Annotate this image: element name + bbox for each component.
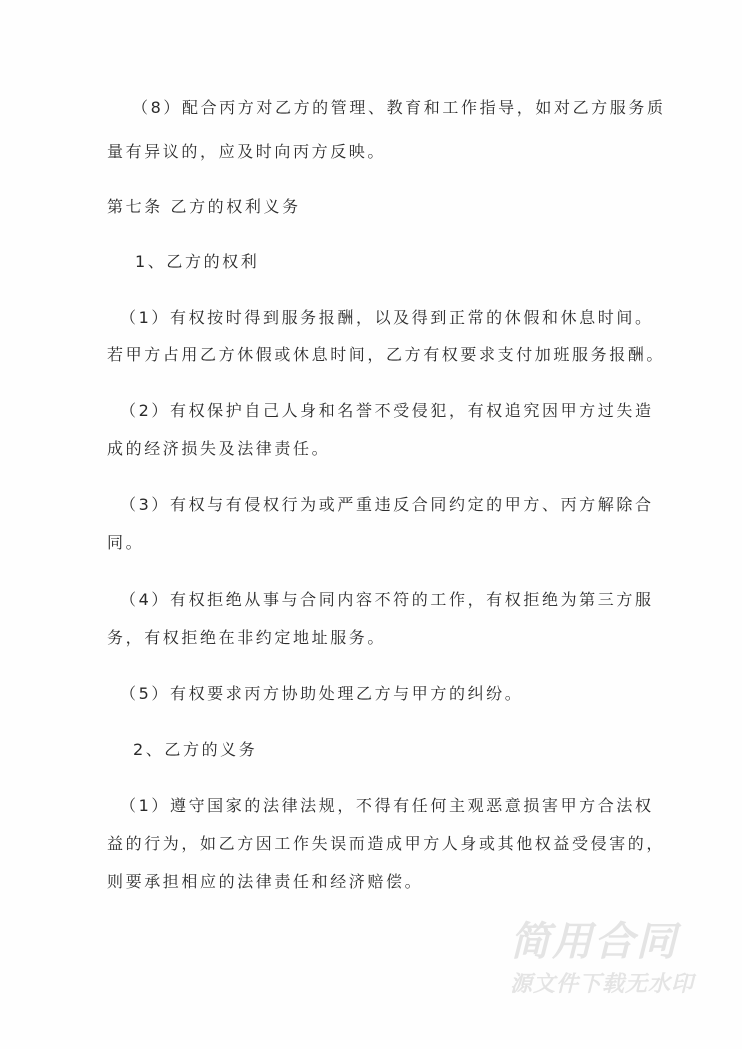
text-line: （3）有权与有侵权行为或严重违反合同约定的甲方、丙方解除合 [120, 495, 654, 514]
text-line: 成的经济损失及法律责任。 [107, 439, 331, 458]
text-line: 第七条 乙方的权利义务 [107, 197, 301, 216]
watermark-title: 简用合同 [510, 919, 678, 965]
text-line: （1）有权按时得到服务报酬，以及得到正常的休假和休息时间。 [120, 308, 654, 327]
text-line: 则要承担相应的法律责任和经济赔偿。 [107, 872, 424, 891]
text-line: 若甲方占用乙方休假或休息时间，乙方有权要求支付加班服务报酬。 [107, 345, 666, 364]
text-line: （4）有权拒绝从事与合同内容不符的工作，有权拒绝为第三方服 [120, 590, 654, 609]
text-line: 益的行为，如乙方因工作失误而造成甲方人身或其他权益受侵害的， [107, 834, 666, 853]
text-line: （5）有权要求丙方协助处理乙方与甲方的纠纷。 [120, 684, 524, 703]
text-line: （1）遵守国家的法律法规，不得有任何主观恶意损害甲方合法权 [120, 796, 654, 815]
text-line: 1、乙方的权利 [135, 252, 260, 271]
text-line: （8）配合丙方对乙方的管理、教育和工作指导，如对乙方服务质 [132, 98, 666, 117]
text-line: 量有异议的，应及时向丙方反映。 [107, 142, 387, 161]
text-line: 务，有权拒绝在非约定地址服务。 [107, 628, 387, 647]
text-line: 同。 [107, 533, 145, 552]
text-line: （2）有权保护自己人身和名誉不受侵犯，有权追究因甲方过失造 [120, 401, 654, 420]
watermark-subtitle: 源文件下载无水印 [510, 972, 695, 997]
text-line: 2、乙方的义务 [133, 740, 258, 759]
watermark [510, 918, 700, 1000]
